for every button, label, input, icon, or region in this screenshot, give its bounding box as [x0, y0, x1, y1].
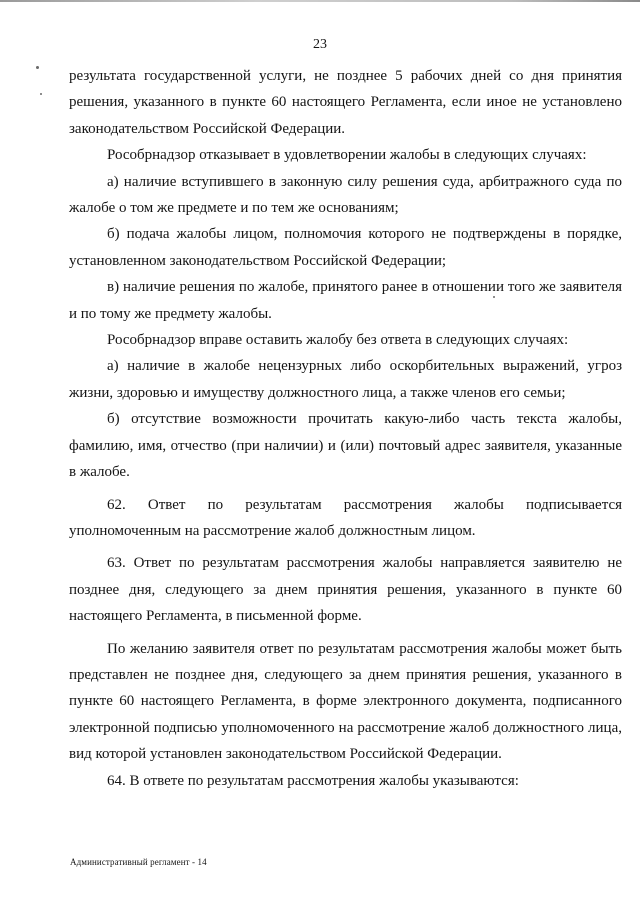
page-number: 23: [313, 37, 327, 52]
footer-label: Административный регламент - 14: [70, 857, 207, 867]
paragraph-62: 62. Ответ по результатам рассмотрения жалобы подписывается уполномоченным на рассмотрение жалоб должностным лицом.: [69, 496, 622, 539]
scan-speck: [40, 93, 42, 95]
paragraph-no-answer-cases: Рособрнадзор вправе оставить жалобу без ответа в следующих случаях:: [107, 332, 569, 349]
paragraph-refusal-cases: Рособрнадзор отказывает в удовлетворении жалобы в следующих случаях:: [107, 147, 587, 164]
paragraph-refusal-c: в) наличие решения по жалобе, принятого ранее в отношении того же заявителя и по тому же предмету жалобы.: [69, 279, 622, 322]
paragraph-63: 63. Ответ по результатам рассмотрения жалобы направляется заявителю не позднее дня, следующего за днем принятия решения, указанного в пункте 60 настоящего Регламента, в письменной форме.: [69, 555, 622, 625]
scan-speck: [36, 66, 39, 69]
paragraph-no-answer-b: б) отсутствие возможности прочитать какую-либо часть текста жалобы, фамилию, имя, отчество (при наличии) и (или) почтовый адрес заявителя, указанные в жалобе.: [69, 411, 622, 481]
paragraph-refusal-b: б) подача жалобы лицом, полномочия которого не подтверждены в порядке, установленном законодательством Российской Федерации;: [69, 226, 622, 269]
paragraph-electronic-answer: По желанию заявителя ответ по результатам рассмотрения жалобы может быть представлен не позднее дня, следующего за днем принятия решения, указанного в пункте 60 настоящего Регламента, в форме электронного документа, подписанного электронной подписью уполномоченного на рассмотрение жалоб должностного лица, вид которой установлен законодательством Российской Федерации.: [69, 640, 622, 763]
paragraph-64: 64. В ответе по результатам рассмотрения жалобы указываются:: [107, 772, 519, 789]
paragraph-refusal-a: а) наличие вступившего в законную силу решения суда, арбитражного суда по жалобе о том же предмете и по тем же основаниям;: [69, 173, 622, 217]
paragraph-no-answer-a: а) наличие в жалобе нецензурных либо оскорбительных выражений, угроз жизни, здоровью и имуществу должностного лица, а также членов его семьи;: [69, 358, 622, 401]
document-body: [69, 63, 622, 794]
paragraph-continuation: результата государственной услуги, не позднее 5 рабочих дней со дня принятия решения, указанного в пункте 60 настоящего Регламента, если иное не установлено законодательством Российской Федерации.: [69, 68, 622, 137]
scan-top-edge: [0, 0, 640, 2]
